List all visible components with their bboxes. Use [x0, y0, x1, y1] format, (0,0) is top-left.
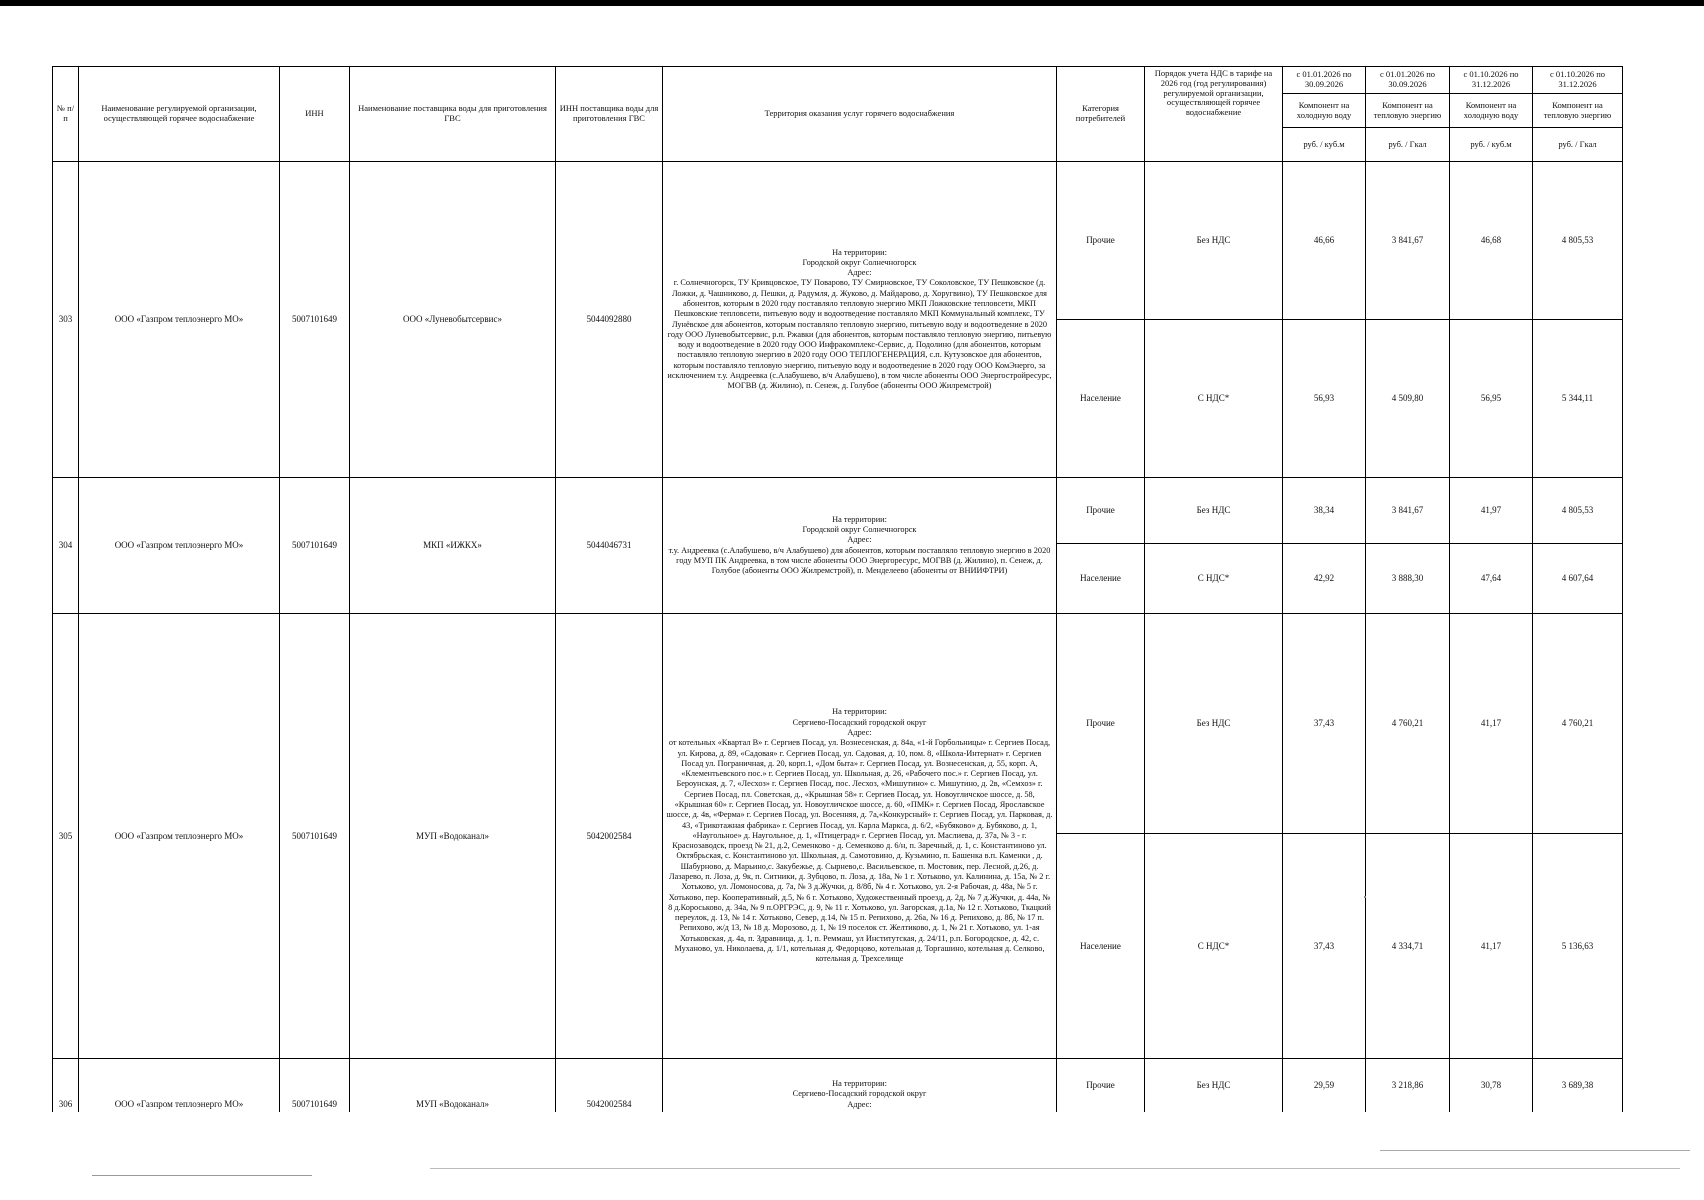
row-value-cold-1: 29,59	[1283, 1059, 1366, 1112]
territory-address: т.у. Андреевка (с.Алабушево, в/ч Алабушево) для абонентов, которым поставляло тепловую энергию в 2020 году МУП ПК Андреевка, в том числе абоненты ООО Энергоресурс, МОГВВ (д. Жилино), п. Сенеж, д. Голубое (абоненты ООО Жилремстрой), п. Менделеево (абоненты от ВНИИФТРИ)	[668, 545, 1051, 576]
header-unit-gcal-2: руб. / Гкал	[1533, 128, 1623, 162]
row-value-cold-2: 30,78	[1450, 1059, 1533, 1112]
territory-address: г. Солнечногорск, ТУ Кривцовское, ТУ Поварово, ТУ Смирновское, ТУ Соколовское, ТУ Пешковское (д. Ложки, д. Чашниково, д. Пешки, д. Радумля, д. Жуково, д. Майдарово, д. Хоругвино), ТУ Пешковское для абонентов, которым в 2020 году поставляло тепловую энергию МКП Ложковские тепловсети, МКП Пешковские тепловсети, питьевую воду и водоотведение поставляло МКП Коммунальный комплекс, ТУ Лунёвское для абонентов, которым поставляло тепловую энергию, питьевую воду и водоотведение в 2020 году ООО Луневобытсервис, р.п. Ржавки (для абонентов, которым поставляло тепловую энергию, питьевую воду и водоотведение в 2020 году ООО Инфракомплекс-Сервис, д. Подолино (для абонентов, которым поставляло тепловую энергию в 2020 году ООО ТЕПЛОГЕНЕРАЦИЯ, с.п. Кутузовское для абонентов, которым поставляло тепловую энергию, питьевую воду и водоотведение в 2020 году ООО КомЭнерго, за исключением т.у. Андреевка (с.Алабушево, в/ч Алабушево), в том числе абоненты ООО Энергостройресурс, МОГВВ (д. Жилино), п. Сенеж, д. Голубое (абоненты ООО Жилремстрой)	[667, 278, 1052, 391]
header-supplier: Наименование поставщика воды для приготовления ГВС	[350, 67, 556, 162]
territory-address-label: Адрес:	[847, 1099, 872, 1109]
territory-heading: На территории:	[832, 1079, 887, 1088]
row-org: ООО «Газпром теплоэнерго МО»	[79, 614, 280, 1059]
header-unit-gcal-1: руб. / Гкал	[1366, 128, 1450, 162]
header-period-3: с 01.10.2026 по 31.12.2026	[1450, 67, 1533, 94]
row-supplier-inn: 5042002584	[556, 1059, 663, 1112]
row-org: ООО «Газпром теплоэнерго МО»	[79, 478, 280, 614]
territory-heading: На территории:	[832, 514, 887, 524]
row-value-cold-2: 46,68	[1450, 162, 1533, 320]
row-category: Прочие	[1057, 478, 1145, 544]
row-supplier: МУП «Водоканал»	[350, 614, 556, 1059]
row-value-heat-2: 3 689,38	[1533, 1059, 1623, 1112]
row-inn: 5007101649	[280, 1059, 350, 1112]
row-value-heat-1: 3 841,67	[1366, 478, 1450, 544]
header-num: № п/п	[53, 67, 79, 162]
row-value-cold-2: 41,97	[1450, 478, 1533, 544]
row-num: 304	[53, 478, 79, 614]
row-org: ООО «Газпром теплоэнерго МО»	[79, 162, 280, 478]
territory-heading: На территории:	[832, 707, 887, 717]
row-territory	[663, 478, 1057, 614]
header-comp-cold-2: Компонент на холодную воду	[1450, 94, 1533, 128]
row-category: Прочие	[1057, 162, 1145, 320]
territory-heading: На территории:	[832, 247, 887, 257]
row-value-cold-1: 37,43	[1283, 834, 1366, 1059]
row-value-cold-1: 38,34	[1283, 478, 1366, 544]
row-inn: 5007101649	[280, 478, 350, 614]
territory-address: от котельных «Квартал В» г. Сергиев Посад, ул. Вознесенская, д. 84а, «1-й Горбольницы» г. Сергиев Посад, ул. Кирова, д. 89, «Садовая» г. Сергиев Посад, ул. Садовая, д. 10, пом. 8, «Школа-Интернат» г. Сергиев Посад ул. Пограничная, д. 20, корп.1, «Дом быта» г. Сергиев Посад, ул. Вознесенская, д. 55, корп. А, «Клементьевского пос.» г. Сергиев Посад, ул. Школьная, д. 26, «Рабочего пос.» г. Сергиев Посад, ул. Бероунская, д. 7, «Лесхоз» г. Сергиев Посад, пос. Лесхоз, «Мишутино» с. Мишутино, д. 2в, «Семхоз» г. Сергиев Посад, пл. Советская, д., «Крышная 58» г. Сергиев Посад, ул. Новоугличское шоссе, д. 58, «Крышная 60» г. Сергиев Посад, ул. Новоугличское шоссе, д. 60, «ПМК» г. Сергиев Посад, Ярославское шоссе, д. 4в, «Ферма» г. Сергиев Посад, ул. Восенняя, д. 7а,«Конкурсный» г. Сергиев Посад, ул. Парковая, д. 43, «Трикотажная фабрика» г. Сергиев Посад, ул. Карла Маркса, д. 6/2, «Бубяково» д. Бубяково, д. 1, «Наугольное» д. Наугольное, д. 1, «Птицеград» г. Сергиев Посад, ул. Маслиева, д. 37а, № 3 - г. Краснозаводск, проезд № 21, д.2, Семенково - д. Семенково д. 6/н, п. Заречный, д. 1, с. Константиново ул. Октябрьская, с. Константиново ул. Школьная, д. Самотовино, д. Кузьмино, п. Башенка в.п. Каменки , д. Шабурново, д. Марьино,с. Закубежье, д. Сырнево,с. Васильевское, п. Мостовик, пер. Лесной, д.26, д. Лазарево, п. Лоза, д. 9к, п. Ситники, д. Зубцово, п. Лоза, д. 18а, № 1 г. Хотьково, ул. Калинина, д. 15а, № 2 г. Хотьково, ул. Ломоносова, д. 7а, № 3 д.Жучки, д. 8/8б, № 4 г. Хотьково, ул. 2-я Рабочая, д. 48а, № 5 г. Хотьково, пер. Кооперативный, д.5, № 6 г. Хотьково, Художественный проезд, д. 2д, № 7 д.Жучки, д. 44а, № 8 д.Короськово, д. 34а, № 9 п.ОРГРЭС, д. 9, № 11 г. Хотьково, ул. Загорская, д.1а, № 12 г. Хотьково, Ткацкий переулок, д. 13, № 14 г. Хотьково, Север, д.14, № 15 п. Репихово, д. 26а, № 16 д. Репихово, д. 8б, № 17 п. Репихово, ж/д 13, № 18 д. Морозово, д. 1, № 19 поселок ст. Желтиково, д. 1, № 21 г. Хотьково, ул. 1-ая Хотьковская, д. 4а, п. Здравница, д. 1, п. Реммаш, ул Институтская, д. 24/11, р.п. Богородское, д. 42, с. Муханово, ул. Николаева, д. 1/1, котельная д. Федорцово, котельная д. Торгашино, котельная д. Селково, котельная д. Трехселище	[666, 738, 1053, 964]
row-inn: 5007101649	[280, 614, 350, 1059]
row-value-heat-1: 3 218,86	[1366, 1059, 1450, 1112]
row-value-cold-1: 46,66	[1283, 162, 1366, 320]
territory-address-label: Адрес:	[847, 728, 872, 738]
header-period-4: с 01.10.2026 по 31.12.2026	[1533, 67, 1623, 94]
row-vat: Без НДС	[1145, 614, 1283, 834]
row-vat: Без НДС	[1145, 162, 1283, 320]
row-supplier: МКП «ИЖКХ»	[350, 478, 556, 614]
row-value-heat-1: 4 760,21	[1366, 614, 1450, 834]
row-value-heat-2: 5 136,63	[1533, 834, 1623, 1059]
row-value-heat-2: 4 760,21	[1533, 614, 1623, 834]
row-inn: 5007101649	[280, 162, 350, 478]
row-supplier-inn: 5044092880	[556, 162, 663, 478]
row-value-cold-2: 41,17	[1450, 834, 1533, 1059]
row-num: 306	[53, 1059, 79, 1112]
header-unit-m3-1: руб. / куб.м	[1283, 128, 1366, 162]
row-category: Прочие	[1057, 614, 1145, 834]
territory-district: Городской округ Солнечногорск	[802, 257, 917, 267]
header-territory: Территория оказания услуг горячего водоснабжения	[663, 67, 1057, 162]
row-category: Население	[1057, 834, 1145, 1059]
row-org: ООО «Газпром теплоэнерго МО»	[79, 1059, 280, 1112]
table-body	[53, 162, 1623, 1112]
row-category: Прочие	[1057, 1059, 1145, 1112]
row-supplier: ООО «Луневобытсервис»	[350, 162, 556, 478]
row-value-heat-2: 4 607,64	[1533, 544, 1623, 614]
territory-address-label: Адрес:	[847, 535, 872, 545]
territory-district: Сергиево-Посадский городской округ	[792, 717, 927, 727]
row-value-cold-1: 42,92	[1283, 544, 1366, 614]
table-row-305	[53, 614, 1623, 834]
territory-address-label: Адрес:	[847, 268, 872, 278]
row-vat: С НДС*	[1145, 834, 1283, 1059]
scan-noise-line	[1380, 1150, 1690, 1151]
header-inn: ИНН	[280, 67, 350, 162]
row-territory	[663, 614, 1057, 1059]
header-org: Наименование регулируемой организации, осуществляющей горячее водоснабжение	[79, 67, 280, 162]
row-num: 303	[53, 162, 79, 478]
header-comp-heat-1: Компонент на тепловую энергию	[1366, 94, 1450, 128]
row-supplier-inn: 5044046731	[556, 478, 663, 614]
row-category: Население	[1057, 320, 1145, 478]
table-header	[53, 67, 1623, 162]
row-value-heat-1: 3 841,67	[1366, 162, 1450, 320]
scan-top-edge	[0, 0, 1704, 6]
header-unit-m3-2: руб. / куб.м	[1450, 128, 1533, 162]
header-vat: Порядок учета НДС в тарифе на 2026 год (год регулирования) регулируемой организации, осуществляющей горячее водоснабжение	[1145, 67, 1283, 162]
tariff-table	[52, 66, 1623, 1112]
territory-district: Городской округ Солнечногорск	[802, 524, 917, 534]
row-territory	[663, 1059, 1057, 1112]
table-row-304	[53, 478, 1623, 544]
row-value-cold-2: 41,17	[1450, 614, 1533, 834]
row-value-heat-1: 4 509,80	[1366, 320, 1450, 478]
header-period-1: с 01.01.2026 по 30.09.2026	[1283, 67, 1366, 94]
row-supplier: МУП «Водоканал»	[350, 1059, 556, 1112]
row-value-heat-1: 4 334,71	[1366, 834, 1450, 1059]
scan-noise-line	[430, 1168, 1680, 1169]
row-num: 305	[53, 614, 79, 1059]
row-vat: С НДС*	[1145, 320, 1283, 478]
row-vat: С НДС*	[1145, 544, 1283, 614]
row-value-heat-2: 5 344,11	[1533, 320, 1623, 478]
scan-noise-line	[92, 1175, 312, 1176]
table-row-306	[53, 1059, 1623, 1112]
header-period-2: с 01.01.2026 по 30.09.2026	[1366, 67, 1450, 94]
row-value-heat-1: 3 888,30	[1366, 544, 1450, 614]
row-vat: Без НДС	[1145, 478, 1283, 544]
row-territory	[663, 162, 1057, 478]
scan-dust-dot	[1364, 896, 1366, 898]
territory-district: Сергиево-Посадский городской округ	[792, 1089, 927, 1099]
header-supplier-inn: ИНН поставщика воды для приготовления ГВС	[556, 67, 663, 162]
header-comp-heat-2: Компонент на тепловую энергию	[1533, 94, 1623, 128]
table-row-303	[53, 162, 1623, 320]
row-value-cold-2: 56,95	[1450, 320, 1533, 478]
row-value-heat-2: 4 805,53	[1533, 478, 1623, 544]
header-category: Категория потребителей	[1057, 67, 1145, 162]
row-value-cold-2: 47,64	[1450, 544, 1533, 614]
row-value-cold-1: 56,93	[1283, 320, 1366, 478]
row-value-cold-1: 37,43	[1283, 614, 1366, 834]
header-comp-cold-1: Компонент на холодную воду	[1283, 94, 1366, 128]
row-value-heat-2: 4 805,53	[1533, 162, 1623, 320]
row-vat: Без НДС	[1145, 1059, 1283, 1112]
row-supplier-inn: 5042002584	[556, 614, 663, 1059]
row-category: Население	[1057, 544, 1145, 614]
